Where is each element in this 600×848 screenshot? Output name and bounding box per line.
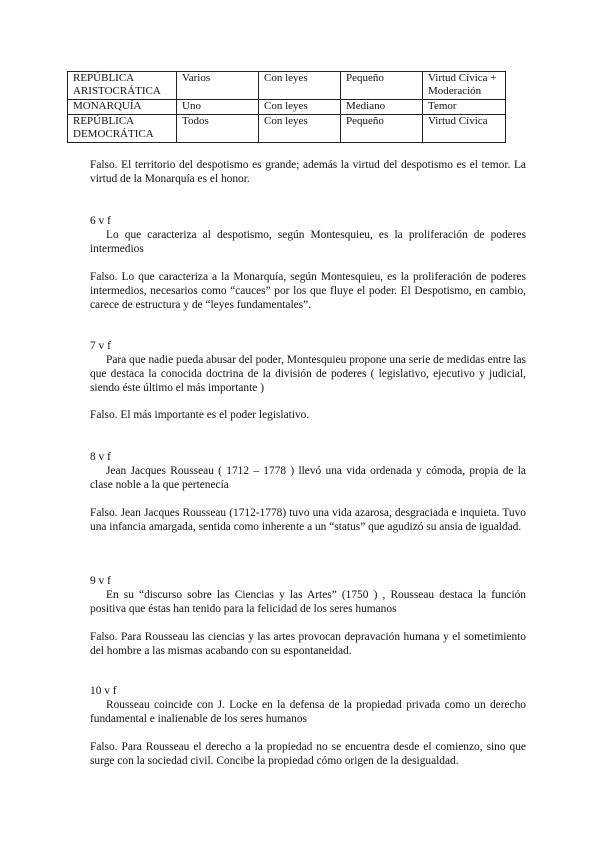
table-cell: Uno — [177, 100, 259, 115]
question-statement: Lo que caracteriza al despotismo, según Montesquieu, es la proliferación de poderes intermedios — [90, 229, 526, 255]
question-8 — [90, 450, 526, 492]
table-cell: Con leyes — [259, 72, 341, 100]
answer-6: Falso. Lo que caracteriza a la Monarquía, según Montesquieu, es la proliferación de poderes intermedios, necesarios como “cauces” por los que fluye el poder. El Despotismo, en cambio, carece de estructura y de “leyes fundamentales”. — [90, 271, 526, 311]
table-cell: Temor — [423, 100, 506, 115]
table-cell: Virtud Cívica + Moderación — [423, 72, 506, 100]
question-number: 7 v f — [90, 340, 111, 352]
question-number: 8 v f — [90, 451, 111, 463]
table-cell: Con leyes — [259, 100, 341, 115]
answer-8: Falso. Jean Jacques Rousseau (1712-1778) tuvo una vida azarosa, desgraciada e inquieta. Tuvo una infancia amargada, sentida como inherente a un “status” que agudizó su ansia de igualdad. — [90, 507, 526, 533]
question-statement: En su “discurso sobre las Ciencias y las Artes” (1750 ) , Rousseau destaca la función positiva que éstas han tenido para la felicidad de los seres humanos — [90, 589, 526, 615]
question-7 — [90, 339, 526, 395]
question-number: 9 v f — [90, 575, 111, 587]
question-statement: Para que nadie pueda abusar del poder, Montesquieu propone una serie de medidas entre las que destaca la conocida doctrina de la división de poderes ( legislativo, ejecutivo y judicial, siendo éste último el más importante ) — [90, 354, 526, 394]
table-cell: REPÚBLICA ARISTOCRÁTICA — [68, 72, 177, 100]
question-9 — [90, 574, 526, 616]
question-statement: Jean Jacques Rousseau ( 1712 – 1778 ) llevó una vida ordenada y cómoda, propia de la clase noble a la que pertenecía — [90, 465, 526, 491]
table-cell: Virtud Cívica — [423, 115, 506, 143]
table-row — [68, 72, 506, 100]
answer-10: Falso. Para Rousseau el derecho a la propiedad no se encuentra desde el comienzo, sino que surge con la sociedad civil. Concibe la propiedad cómo origen de la desigualdad. — [90, 741, 526, 767]
question-10 — [90, 684, 526, 726]
table-cell: Mediano — [341, 100, 423, 115]
question-number: 6 v f — [90, 215, 111, 227]
table-cell: Todos — [177, 115, 259, 143]
table-cell: Pequeño — [341, 72, 423, 100]
answer-5: Falso. El territorio del despotismo es grande; además la virtud del despotismo es el temor. La virtud de la Monarquía es el honor. — [90, 159, 526, 185]
government-forms-table — [67, 71, 506, 143]
table-cell: Pequeño — [341, 115, 423, 143]
question-statement: Rousseau coincide con J. Locke en la defensa de la propiedad privada como un derecho fundamental e inalienable de los seres humanos — [90, 699, 526, 725]
table-cell: MONARQUÍA — [68, 100, 177, 115]
question-6 — [90, 214, 526, 256]
table-row — [68, 115, 506, 143]
table-row — [68, 100, 506, 115]
table-cell: Con leyes — [259, 115, 341, 143]
answer-9: Falso. Para Rousseau las ciencias y las artes provocan depravación humana y el sometimiento del hombre a las mismas acabando con su espontaneidad. — [90, 631, 526, 657]
answer-7: Falso. El más importante es el poder legislativo. — [90, 409, 310, 421]
table-cell: REPÚBLICA DEMOCRÁTICA — [68, 115, 177, 143]
question-number: 10 v f — [90, 685, 117, 697]
table-cell: Varios — [177, 72, 259, 100]
